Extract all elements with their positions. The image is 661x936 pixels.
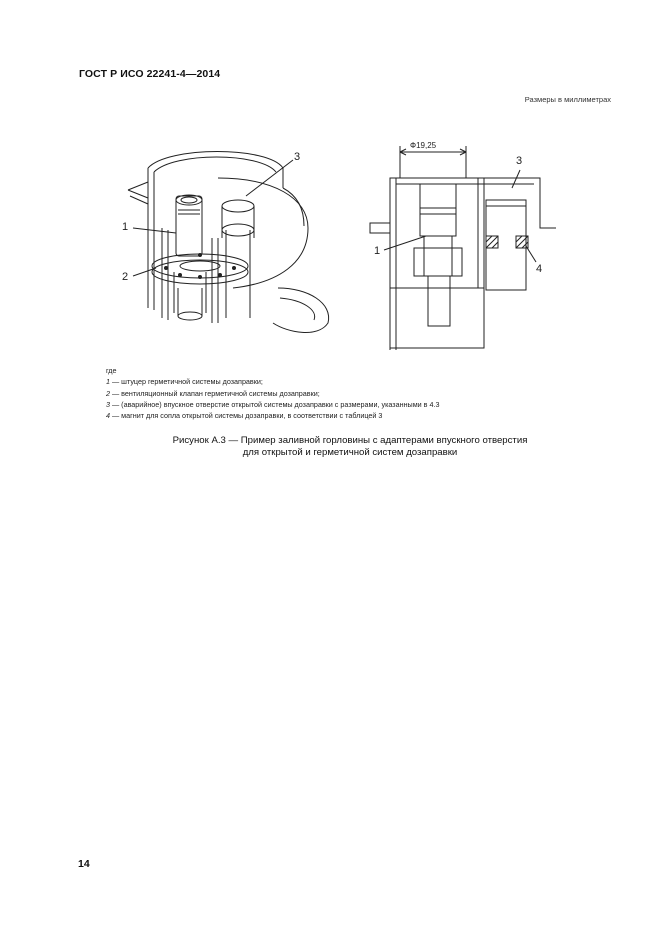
legend-item-4: 4 — магнит для сопла открытой системы дозаправки, в соответствии с таблицей 3 [106, 411, 383, 421]
caption-line-2: для открытой и герметичной систем дозаправки [242, 447, 458, 458]
standard-header: ГОСТ Р ИСО 22241-4—2014 [79, 68, 221, 80]
dimension-label: Ф19,25 [410, 141, 437, 150]
units-note: Размеры в миллиметрах [524, 95, 611, 104]
page-number: 14 [78, 858, 90, 870]
figure-legend [106, 365, 586, 421]
legend-item-2: 2 — вентиляционный клапан герметичной системы дозаправки; [106, 388, 320, 398]
right-label-4: 4 [536, 263, 543, 275]
left-label-2: 2 [122, 271, 129, 283]
left-label-1: 1 [122, 221, 129, 233]
legend-item-3: 3 — (аварийное) впускное отверстие открытой системы дозаправки с размерами, указанными в 4.3 [106, 399, 440, 409]
isometric-cutaway-drawing [108, 138, 338, 350]
left-label-3: 3 [294, 151, 301, 163]
sectional-drawing [360, 138, 570, 350]
figure-caption [100, 435, 600, 459]
right-label-3: 3 [516, 155, 523, 167]
legend-intro: где [106, 366, 117, 375]
right-label-1: 1 [374, 245, 381, 257]
legend-item-1: 1 — штуцер герметичной системы дозаправки; [106, 377, 263, 387]
caption-line-1: Рисунок А.3 — Пример заливной горловины с адаптерами впускного отверстия [172, 435, 528, 446]
